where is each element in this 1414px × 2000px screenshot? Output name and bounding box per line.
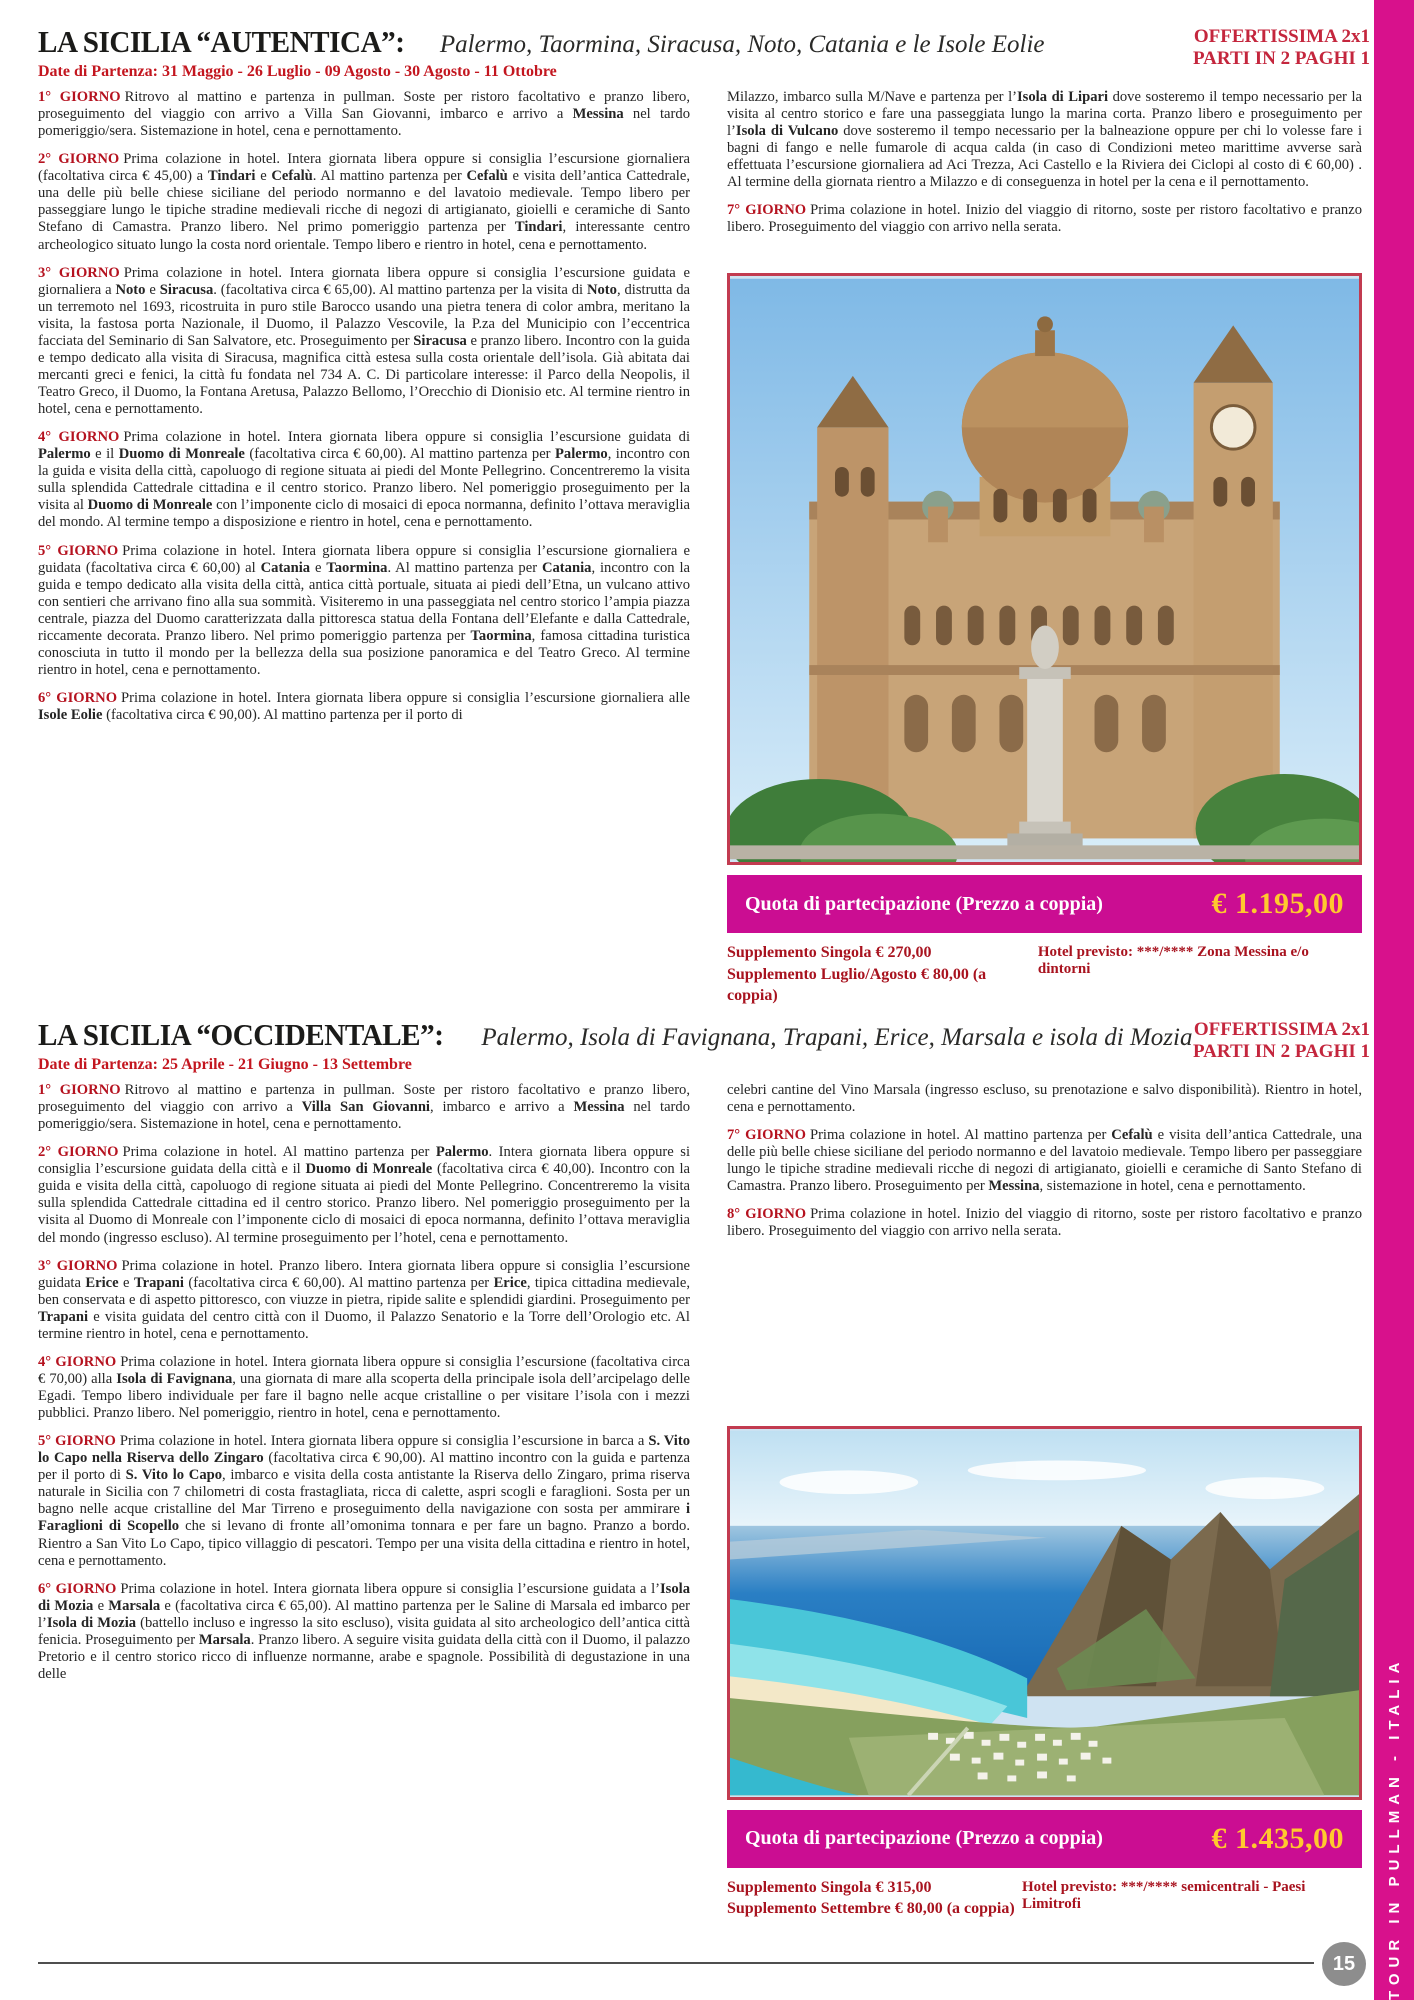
footer-rule — [38, 1962, 1314, 1964]
offer-line-1: OFFERTISSIMA 2x1 — [1193, 1019, 1370, 1040]
tour-section-sicilia-occidentale — [38, 1017, 1370, 1920]
tour-section-sicilia-autentica — [38, 0, 1370, 1007]
day-label: 6° GIORNO — [38, 690, 118, 706]
day-label: 1° GIORNO — [38, 1082, 121, 1098]
supplements — [727, 942, 1038, 1007]
day-paragraph — [38, 1082, 690, 1133]
price-label: Quota di partecipazione (Prezzo a coppia) — [745, 1827, 1103, 1850]
itinerary-column-left — [38, 1082, 690, 1920]
hotel-info: Hotel previsto: ***/**** semicentrali - Paesi Limitrofi — [1022, 1878, 1306, 1912]
day-label: 4° GIORNO — [38, 1353, 117, 1370]
day-label: 7° GIORNO — [727, 1127, 806, 1144]
hotel-info: Hotel previsto: ***/**** Zona Messina e/o dintorni — [1037, 944, 1309, 978]
section-subtitle: Palermo, Taormina, Siracusa, Noto, Catania e le Isole Eolie — [439, 31, 1045, 58]
departure-dates: Date di Partenza: 25 Aprile - 21 Giugno - 13 Settembre — [38, 1056, 412, 1073]
day-paragraph — [38, 1144, 690, 1246]
day-text: Prima colazione in hotel. Intera giornata libera oppure si consiglia l’escursione (facoltativa circa € 70,00) alla Isola di Favignana, una giornata di mare alla scoperta della principale isola dell’arcipelago delle Egadi. Tempo libero individuale per fare il bagno nelle acque cristalline o per visitare l’isola con i mezzi pubblici. Pranzo libero. Nel pomeriggio, rientro in hotel, cena e pernottamento. — [38, 1353, 691, 1422]
palermo-cathedral-photo — [727, 273, 1362, 865]
day-label: 2° GIORNO — [38, 1144, 119, 1161]
day-paragraph — [38, 1354, 690, 1422]
day-text: Ritrovo al mattino e partenza in pullman. Soste per ristoro facoltativo e pranzo libero, proseguimento del viaggio con arrivo a Villa San Giovanni, imbarco e arrivo a Messina nel tardo pomeriggio/sera. Sistemazione in hotel, cena e pernottamento. — [38, 1082, 691, 1133]
day-paragraph — [38, 690, 690, 724]
day-text: Prima colazione in hotel. Inizio del viaggio di ritorno, soste per ristoro facoltativo e pranzo libero. Proseguimento del viaggio con arrivo nella serata. — [727, 202, 1362, 236]
day-text: Prima colazione in hotel. Intera giornata libera oppure si consiglia l’escursione in barca a S. Vito lo Capo nella Riserva dello Zingaro (facoltativa circa € 90,00). Al mattino incontro con la guida e partenza per il porto di S. Vito lo Capo, imbarco e visita della costa antistante la Riserva dello Zingaro, prima riserva naturale in Sicilia con 7 chilometri di costa frastagliata, ricca di calette, aspri scogli e faraglioni. Sosta per un bagno nelle acque cristalline del Mar Tirreno e proseguimento della navigazione con sosta per ammirare i Faraglioni di Scopello che si levano di fronte all’omonima tonnara e per fare un bagno. Pranzo a bordo. Rientro a San Vito Lo Capo, tipico villaggio di pescatori. Tempo per una visita della cittadina e rientro in hotel, cena e pernottamento. — [38, 1433, 691, 1569]
edge-tab-label: TOUR IN PULLMAN - ITALIA — [1385, 1656, 1403, 2000]
day-text: Ritrovo al mattino e partenza in pullman. Soste per ristoro facoltativo e pranzo libero, proseguimento del viaggio con arrivo a Villa San Giovanni, imbarco e arrivo a Messina nel tardo pomeriggio/sera. Sistemazione in hotel, cena e pernottamento. — [38, 89, 691, 140]
itinerary-column-right — [727, 1082, 1362, 1920]
day-paragraph — [38, 1581, 690, 1683]
day-label: 2° GIORNO — [38, 151, 120, 168]
section-subtitle: Palermo, Isola di Favignana, Trapani, Erice, Marsala e isola di Mozia — [481, 1024, 1193, 1051]
spacer — [727, 1252, 1362, 1426]
section-header — [38, 24, 1370, 81]
day-paragraph — [727, 1206, 1362, 1240]
offer-line-2: PARTI IN 2 PAGHI 1 — [1192, 48, 1370, 70]
itinerary-column-right — [727, 89, 1362, 1007]
day-label: 3° GIORNO — [38, 1257, 118, 1274]
supplements — [727, 1877, 1015, 1920]
day-text: Prima colazione in hotel. Pranzo libero. Intera giornata libera oppure si consiglia l’escursione guidata Erice e Trapani (facoltativa circa € 60,00). Al mattino partenza per Erice, tipica cittadina medievale, ben conservata e di aspetto pittoresco, con viuzze in pietra, ripide salite e splendidi giardini. Proseguimento per Trapani e visita guidata del centro città con il Duomo, il Palazzo Senatorio e la Torre dell’Orologio etc. Al termine rientro in hotel, cena e pernottamento. — [38, 1257, 690, 1342]
day-text: Prima colazione in hotel. Intera giornata libera oppure si consiglia l’escursione guidata a l’Isola di Mozia e Marsala e (facoltativa circa € 65,00). Al mattino partenza per le Saline di Marsala ed imbarco per l’Isola di Mozia (battello incluso e ingresso la sito escluso), visita guidata al sito archeologico dell’antica città fenicia. Proseguimento per Marsala. Pranzo libero. A seguire visita guidata della città con il Duomo, il palazzo Pretorio e il centro storico ricco di influenze normanne, arabe e spagnole. Possibilità di degustazione in una delle — [38, 1580, 690, 1682]
day-text: Prima colazione in hotel. Inizio del viaggio di ritorno, soste per ristoro facoltativo e pranzo libero. Proseguimento del viaggio con arrivo nella serata. — [727, 1206, 1362, 1240]
offer-badge — [1193, 26, 1370, 71]
supplement-line: Supplemento Settembre € 80,00 (a coppia) — [727, 1900, 1015, 1918]
offer-line-2: PARTI IN 2 PAGHI 1 — [1192, 1041, 1370, 1063]
palermo-cathedral-illustration — [730, 276, 1359, 862]
spacer — [727, 248, 1362, 274]
continuation-paragraph: celebri cantine del Vino Marsala (ingresso escluso, su prenotazione e salvo disponibilità). Rientro in hotel, cena e pernottamento. — [727, 1082, 1362, 1116]
two-column-body — [38, 1082, 1362, 1920]
section-title: LA SICILIA “OCCIDENTALE”: — [38, 1017, 444, 1052]
day-text: Prima colazione in hotel. Intera giornata libera oppure si consiglia l’escursione giornaliera (facoltativa circa € 45,00) a Tindari e Cefalù. Al mattino partenza per Cefalù e visita dell’antica Cattedrale, una delle più belle chiese siciliane del periodo normanno e del lavatoio medievale. Tempo libero per passeggiare lungo le tipiche stradine medievali ricche di negozi di artigianato, gioielli e ceramiche di Santo Stefano di Camastra. Pranzo libero. Nel primo pomeriggio partenza per Tindari, interessante centro archeologico situato lungo la costa nord orientale. Tempo libero e rientro in hotel, cena e pernottamento. — [38, 151, 691, 253]
day-paragraph — [38, 89, 690, 140]
day-paragraph — [38, 1433, 690, 1570]
day-label: 8° GIORNO — [727, 1206, 807, 1223]
supplements-row — [727, 942, 1362, 1007]
supplements-row — [727, 1877, 1362, 1920]
day-paragraph — [38, 543, 690, 680]
two-column-body — [38, 89, 1362, 1007]
day-text: Prima colazione in hotel. Intera giornata libera oppure si consiglia l’escursione guidata e giornaliera a Noto e Siracusa. (facoltativa circa € 65,00). Al mattino partenza per la visita di Noto, distrutta da un terremoto nel 1693, ricostruita in puro stile Barocco usando una pietra tenera di color ambra, meritano la visita, la fastosa porta Nazionale, il Duomo, il Palazzo Vescovile, la P.za del Municipio con l’eccentrica facciata del Seminario di San Salvatore, etc. Proseguimento per Siracusa e pranzo libero. Incontro con la guida e tempo dedicato alla visita di Siracusa, magnifica città estesa sulla costa orientale dell’isola. Già abitata dai mercanti greci e fenici, la città fu fondata nel 734 A. C. Di particolare interesse: il Parco della Neopolis, il Teatro Greco, il Duomo, la Fontana Aretusa, Palazzo Bellomo, l’Orecchio di Dionisio etc. Al termine rientro in hotel, cena e pernottamento. — [38, 264, 691, 418]
itinerary-column-left — [38, 89, 690, 1007]
price-bar — [727, 1810, 1362, 1868]
day-label: 6° GIORNO — [38, 1580, 117, 1597]
day-label: 5° GIORNO — [38, 1433, 116, 1450]
day-paragraph — [727, 202, 1362, 236]
day-text: Prima colazione in hotel. Intera giornata libera oppure si consiglia l’escursione giornaliera alle Isole Eolie (facoltativa circa € 90,00). Al mattino partenza per il porto di — [38, 690, 690, 724]
price-bar — [727, 875, 1362, 933]
day-text: Prima colazione in hotel. Intera giornata libera oppure si consiglia l’escursione giornaliera e guidata (facoltativa circa € 60,00) al Catania e Taormina. Al mattino partenza per Catania, incontro con la guida e tempo dedicato alla visita della città, antica città portuale, situata ai piedi dell’Etna, un vulcano attivo con sentieri che arrivano fino alla sua sommità. Visiteremo in una passeggiata nel centro storico l’ampia piazza centrale, piazza del Duomo caratterizzata dalla pittoresca statua della Fontana dell’Elefante e dalla Cattedrale, riccamente decorata. Pranzo libero. Nel primo pomeriggio partenza per Taormina, famosa cittadina turistica conosciuta in tutto il mondo per la bellezza della sua posizione panoramica e del Teatro Greco. Al termine rientro in hotel, cena e pernottamento. — [38, 542, 690, 678]
section-header — [38, 1017, 1370, 1074]
edge-tab — [1374, 0, 1414, 2000]
section-title: LA SICILIA “AUTENTICA”: — [38, 24, 405, 59]
day-text: Prima colazione in hotel. Al mattino partenza per Cefalù e visita dell’antica Cattedrale, una delle più belle chiese siciliane del periodo normanno e del lavatoio medievale. Tempo libero per passeggiare lungo le tipiche stradine medievali ricche di negozi di artigianato, gioielli e ceramiche di Santo Stefano di Camastra. Pranzo libero. Proseguimento per Messina, sistemazione in hotel, cena e pernottamento. — [727, 1127, 1362, 1195]
day-label: 1° GIORNO — [38, 89, 121, 105]
day-paragraph — [727, 1127, 1362, 1195]
day-paragraph — [38, 151, 690, 253]
supplement-line: Supplemento Singola € 270,00 — [727, 944, 932, 962]
day-label: 5° GIORNO — [38, 542, 119, 559]
day-paragraph — [38, 265, 690, 419]
day-label: 3° GIORNO — [38, 264, 120, 281]
day-text: Prima colazione in hotel. Intera giornata libera oppure si consiglia l’escursione guidata di Palermo e il Duomo di Monreale (facoltativa circa € 60,00). Al mattino partenza per Palermo, incontro con la guida e visita della città, capoluogo di regione situata ai piedi del Monte Pellegrino. Concentreremo la visita sulla splendida Cattedrale cittadina e il centro storico. Pranzo libero. Nel pomeriggio proseguimento per la visita al Duomo di Monreale con l’imponente ciclo di mosaici di epoca normanna, definito l’ottava meraviglia del mondo. Al termine tempo a disposizione e rientro in hotel, cena e pernottamento. — [38, 429, 691, 531]
day-paragraph — [38, 429, 690, 531]
departure-dates: Date di Partenza: 31 Maggio - 26 Luglio - 09 Agosto - 30 Agosto - 11 Ottobre — [38, 63, 557, 80]
san-vito-aerial-illustration — [730, 1429, 1359, 1797]
price-label: Quota di partecipazione (Prezzo a coppia) — [745, 892, 1103, 915]
offer-line-1: OFFERTISSIMA 2x1 — [1193, 26, 1370, 47]
day-text: Prima colazione in hotel. Al mattino partenza per Palermo. Intera giornata libera oppure si consiglia l’escursione guidata della città e il Duomo di Monreale (facoltativa circa € 40,00). Incontro con la guida e visita della città, capoluogo di regione situata ai piedi del Monte Pellegrino. Concentreremo la visita sulla splendida Cattedrale cittadina ed il centro storico. Pranzo libero. Nel pomeriggio proseguimento per la visita al Duomo di Monreale con l’imponente ciclo di mosaici di epoca normanna, definito l’ottava meraviglia del mondo (ingresso escluso). Al termine proseguimento per l’hotel, cena e pernottamento. — [38, 1144, 691, 1246]
offer-badge — [1193, 1019, 1370, 1064]
day-label: 7° GIORNO — [727, 202, 807, 219]
price-value: € 1.195,00 — [1211, 887, 1344, 921]
day-paragraph — [38, 1258, 690, 1343]
price-value: € 1.435,00 — [1211, 1821, 1344, 1855]
continuation-paragraph: Milazzo, imbarco sulla M/Nave e partenza per l’Isola di Lipari dove sosteremo il tempo necessario per la visita al centro storico e fare una passeggiata lungo la marina corta. Pranzo libero e proseguimento per l’Isola di Vulcano dove sosteremo il tempo necessario per la balneazione oppure per chi lo volesse fare i bagni di fango e nelle fumarole di acqua calda (in caso di Condizioni meteo marittime avverse sarà effettuata l’escursione giornaliera ad Aci Trezza, Aci Castello e la Riviera dei Ciclopi al costo di € 60,00) . Al termine della giornata rientro a Milazzo e di conseguenza in hotel per la cena e il pernottamento. — [727, 89, 1362, 191]
page-number-badge: 15 — [1322, 1942, 1366, 1986]
day-label: 4° GIORNO — [38, 429, 120, 446]
san-vito-lo-capo-photo — [727, 1426, 1362, 1800]
supplement-line: Supplemento Singola € 315,00 — [727, 1878, 932, 1896]
supplement-line: Supplemento Luglio/Agosto € 80,00 (a coppia) — [727, 965, 987, 1005]
